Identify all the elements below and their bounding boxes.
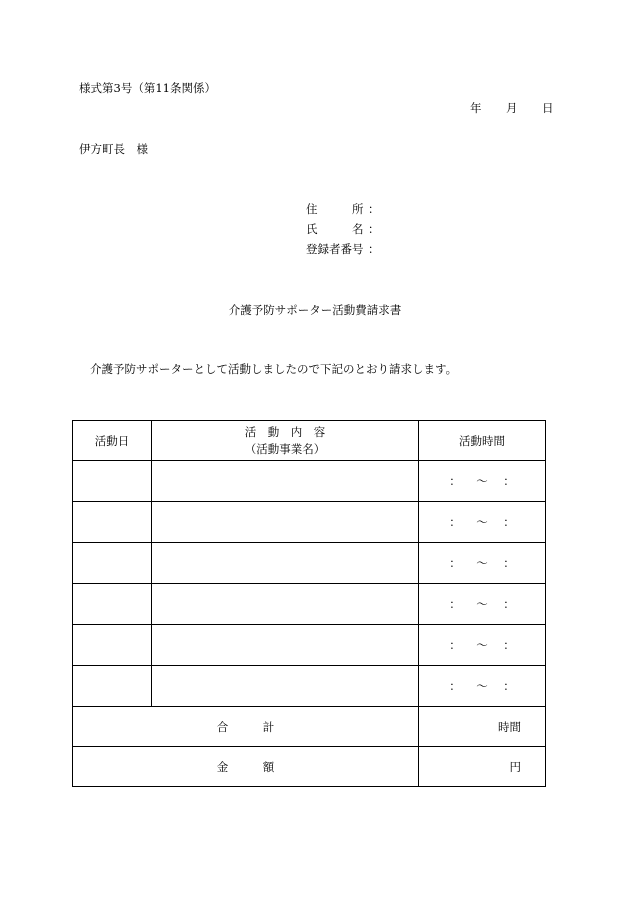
total-hours-cell[interactable]: 時間 <box>419 707 546 747</box>
cell-activity-date[interactable] <box>73 625 152 666</box>
time-end-colon: ： <box>503 638 515 652</box>
total-row <box>73 707 546 747</box>
activity-table <box>72 420 546 787</box>
header-content-line2: （活動事業名） <box>244 441 326 456</box>
name-label-2: 名 <box>352 222 364 236</box>
cell-activity-date[interactable] <box>73 461 152 502</box>
table-row <box>73 502 546 543</box>
header-activity-date: 活動日 <box>73 421 152 461</box>
cell-activity-time[interactable] <box>419 666 546 707</box>
time-end-colon: ： <box>503 556 515 570</box>
table-row <box>73 543 546 584</box>
cell-activity-time[interactable] <box>419 502 546 543</box>
total-label: 合 計 <box>73 707 419 747</box>
time-end-colon: ： <box>503 679 515 693</box>
cell-activity-content[interactable] <box>152 502 419 543</box>
time-start-colon: ： <box>449 597 461 611</box>
time-wave: ～ <box>476 474 488 488</box>
time-start-colon: ： <box>449 638 461 652</box>
table-row <box>73 461 546 502</box>
amount-row <box>73 747 546 787</box>
header-activity-time: 活動時間 <box>419 421 546 461</box>
time-end-colon: ： <box>503 597 515 611</box>
amount-yen-cell[interactable]: 円 <box>419 747 546 787</box>
cell-activity-time[interactable] <box>419 625 546 666</box>
addressee: 伊方町長 様 <box>79 142 148 156</box>
table-row <box>73 625 546 666</box>
document-title: 介護予防サポーター活動費請求書 <box>228 303 402 317</box>
time-wave: ～ <box>476 597 488 611</box>
date-year: 年 <box>470 101 482 115</box>
header-content-line1: 活 動 内 容 <box>244 424 326 439</box>
date-day: 日 <box>542 101 554 115</box>
date-month: 月 <box>506 101 518 115</box>
cell-activity-date[interactable] <box>73 666 152 707</box>
cell-activity-date[interactable] <box>73 543 152 584</box>
time-end-colon: ： <box>503 515 515 529</box>
registration-colon: ： <box>368 242 380 256</box>
time-wave: ～ <box>476 638 488 652</box>
cell-activity-content[interactable] <box>152 666 419 707</box>
cell-activity-time[interactable] <box>419 543 546 584</box>
cell-activity-content[interactable] <box>152 584 419 625</box>
time-start-colon: ： <box>449 515 461 529</box>
cell-activity-time[interactable] <box>419 461 546 502</box>
request-statement: 介護予防サポーターとして活動しましたので下記のとおり請求します。 <box>90 362 458 376</box>
form-number: 様式第3号（第11条関係） <box>79 81 216 95</box>
address-colon: ： <box>368 202 380 216</box>
time-start-colon: ： <box>449 679 461 693</box>
table-header-row <box>73 421 546 461</box>
time-wave: ～ <box>476 679 488 693</box>
cell-activity-date[interactable] <box>73 584 152 625</box>
time-wave: ～ <box>476 556 488 570</box>
address-label-1: 住 <box>306 202 318 216</box>
name-label-1: 氏 <box>306 222 318 236</box>
table-row <box>73 584 546 625</box>
time-end-colon: ： <box>503 474 515 488</box>
cell-activity-content[interactable] <box>152 543 419 584</box>
time-wave: ～ <box>476 515 488 529</box>
name-colon: ： <box>368 222 380 236</box>
cell-activity-date[interactable] <box>73 502 152 543</box>
cell-activity-content[interactable] <box>152 625 419 666</box>
header-activity-content <box>152 421 419 461</box>
address-label-2: 所 <box>352 202 364 216</box>
cell-activity-time[interactable] <box>419 584 546 625</box>
time-start-colon: ： <box>449 556 461 570</box>
amount-label: 金 額 <box>73 747 419 787</box>
cell-activity-content[interactable] <box>152 461 419 502</box>
table-row <box>73 666 546 707</box>
registration-label: 登録者番号 <box>306 242 364 256</box>
time-start-colon: ： <box>449 474 461 488</box>
